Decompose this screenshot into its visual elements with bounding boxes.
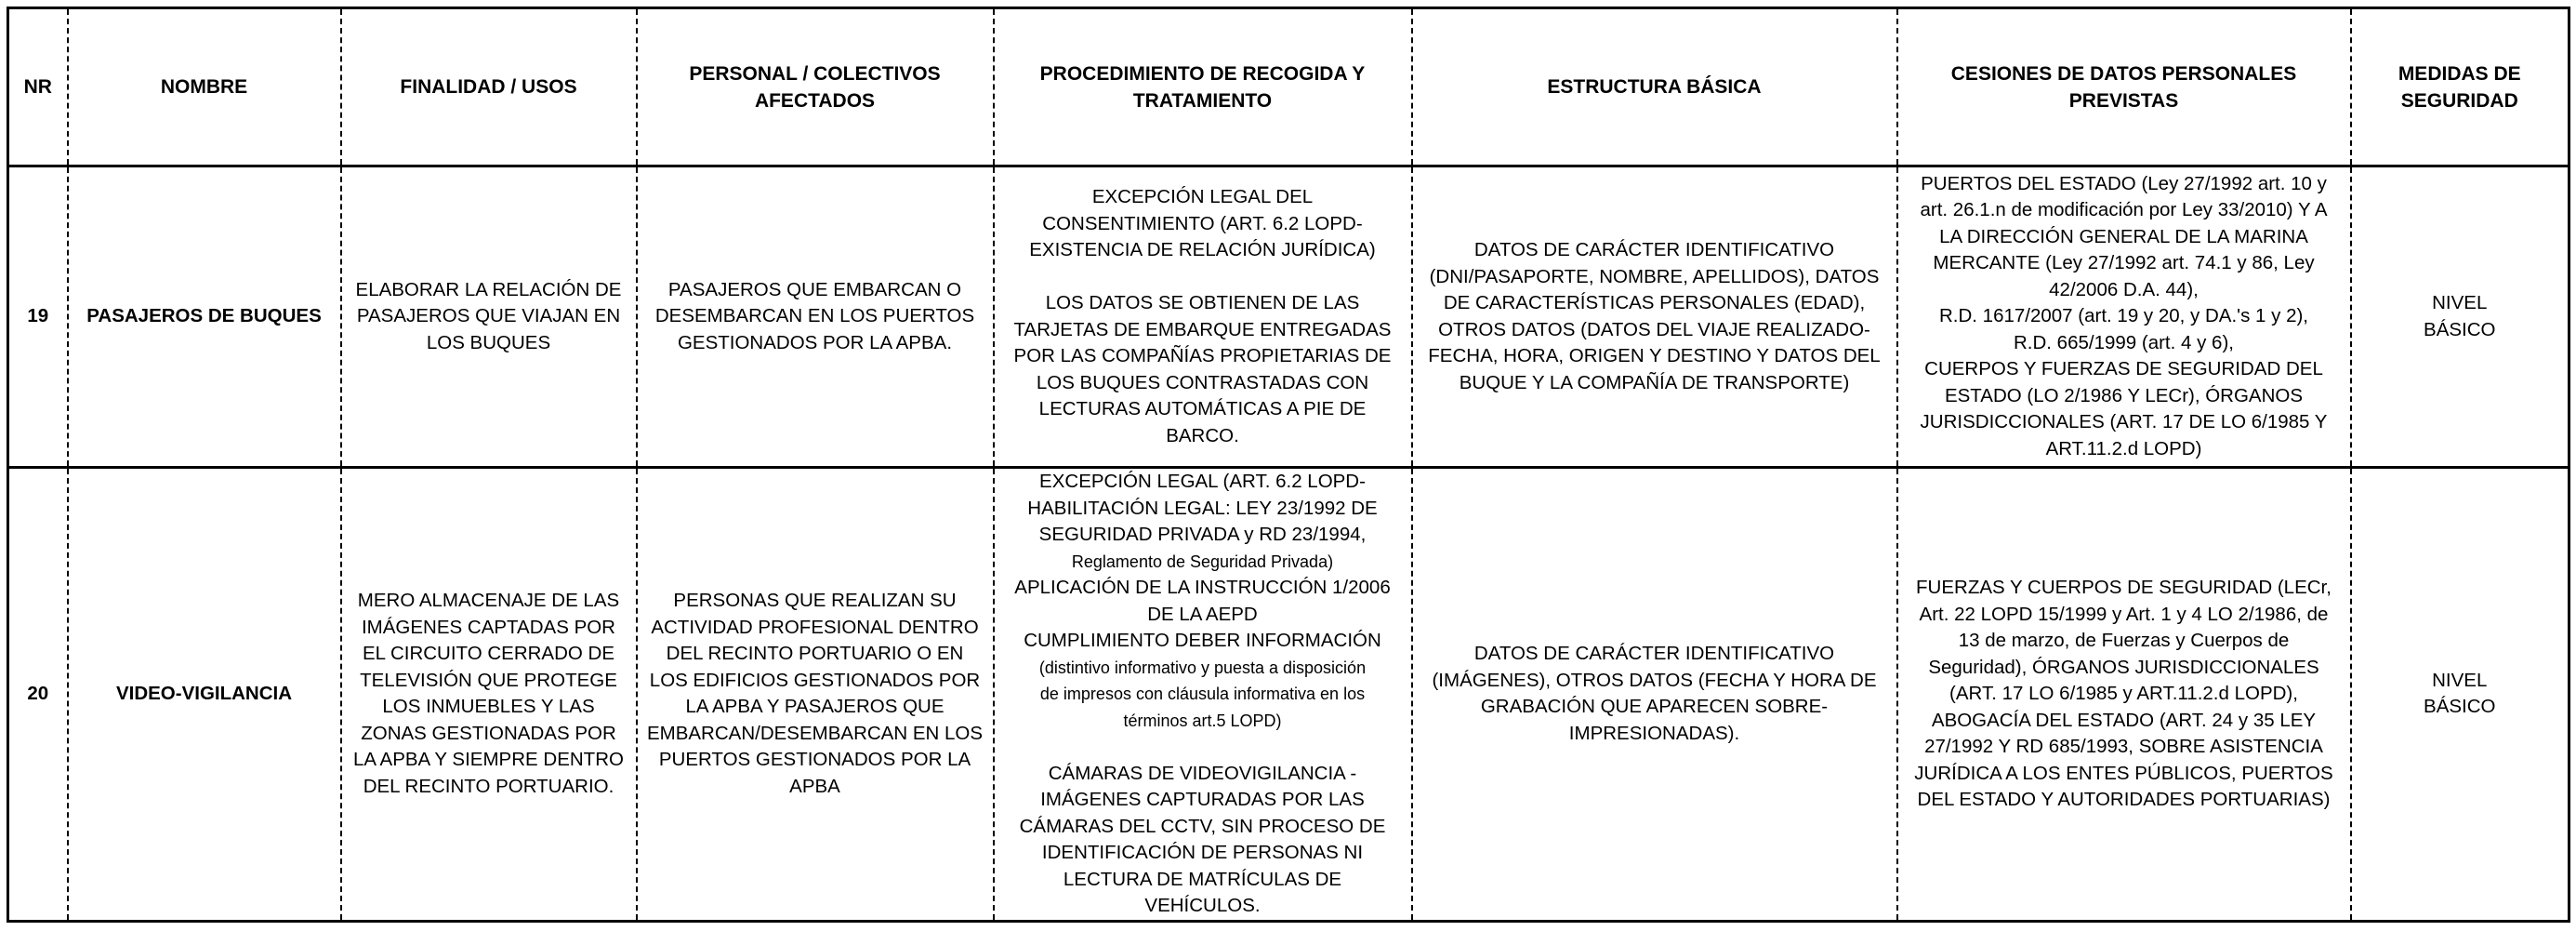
- cell-procedimiento: [994, 468, 1412, 922]
- cell-medidas: NIVEL BÁSICO: [2351, 166, 2569, 468]
- procedimiento-part-c: APLICACIÓN DE LA INSTRUCCIÓN 1/2006 DE LA AEPD CUMPLIMIENTO DEBER INFORMACIÓN: [1014, 577, 1391, 651]
- procedimiento-part-b: Reglamento de Seguridad Privada): [1071, 552, 1334, 571]
- header-nr: NR: [8, 8, 68, 166]
- cell-nombre: PASAJEROS DE BUQUES: [68, 166, 341, 468]
- cell-procedimiento: EXCEPCIÓN LEGAL DEL CONSENTIMIENTO (ART. 6.2 LOPD- EXISTENCIA DE RELACIÓN JURÍDICA) LOS DATOS SE OBTIENEN DE LAS TARJETAS DE EMBARQUE ENTREGADAS POR LAS COMPAÑÍAS PROPIETARIAS DE LOS BUQUES CONTRASTADAS CON LECTURAS AUTOMÁTICAS A PIE DE BARCO.: [994, 166, 1412, 468]
- header-personal: PERSONAL / COLECTIVOS AFECTADOS: [637, 8, 994, 166]
- cell-estructura: DATOS DE CARÁCTER IDENTIFICATIVO (IMÁGENES), OTROS DATOS (FECHA Y HORA DE GRABACIÓN QUE APARECEN SOBRE- IMPRESIONADAS).: [1412, 468, 1897, 922]
- cell-nombre: VIDEO-VIGILANCIA: [68, 468, 341, 922]
- cell-personal: PASAJEROS QUE EMBARCAN O DESEMBARCAN EN LOS PUERTOS GESTIONADOS POR LA APBA.: [637, 166, 994, 468]
- cell-cesiones: PUERTOS DEL ESTADO (Ley 27/1992 art. 10 y art. 26.1.n de modificación por Ley 33/2010) Y A LA DIRECCIÓN GENERAL DE LA MARINA MERCANTE (Ley 27/1992 art. 74.1 y 86, Ley 42/2006 D.A. 44), R.D. 1617/2007 (art. 19 y 20, y DA.'s 1 y 2), R.D. 665/1999 (art. 4 y 6), CUERPOS Y FUERZAS DE SEGURIDAD DEL ESTADO (LO 2/1986 Y LECr), ÓRGANOS JURISDICCIONALES (ART. 17 DE LO 6/1985 Y ART.11.2.d LOPD): [1897, 166, 2351, 468]
- data-files-table: [7, 7, 2570, 923]
- cell-personal: PERSONAS QUE REALIZAN SU ACTIVIDAD PROFESIONAL DENTRO DEL RECINTO PORTUARIO O EN LOS EDIFICIOS GESTIONADOS POR LA APBA Y PASAJEROS QUE EMBARCAN/DESEMBARCAN EN LOS PUERTOS GESTIONADOS POR LA APBA: [637, 468, 994, 922]
- cell-cesiones: FUERZAS Y CUERPOS DE SEGURIDAD (LECr, Art. 22 LOPD 15/1999 y Art. 1 y 4 LO 2/1986, de 13 de marzo, de Fuerzas y Cuerpos de Seguridad), ÓRGANOS JURISDICCIONALES (ART. 17 LO 6/1985 y ART.11.2.d LOPD), ABOGACÍA DEL ESTADO (ART. 24 y 35 LEY 27/1992 Y RD 685/1993, SOBRE ASISTENCIA JURÍDICA A LOS ENTES PÚBLICOS, PUERTOS DEL ESTADO Y AUTORIDADES PORTUARIAS): [1897, 468, 2351, 922]
- cell-finalidad: MERO ALMACENAJE DE LAS IMÁGENES CAPTADAS POR EL CIRCUITO CERRADO DE TELEVISIÓN QUE PROTEGE LOS INMUEBLES Y LAS ZONAS GESTIONADAS POR LA APBA Y SIEMPRE DENTRO DEL RECINTO PORTUARIO.: [341, 468, 637, 922]
- procedimiento-part-d: (distintivo informativo y puesta a disposición de impresos con cláusula informativa en los términos art.5 LOPD): [1038, 658, 1367, 730]
- cell-finalidad: ELABORAR LA RELACIÓN DE PASAJEROS QUE VIAJAN EN LOS BUQUES: [341, 166, 637, 468]
- header-row: [8, 8, 2569, 166]
- header-cesiones: CESIONES DE DATOS PERSONALES PREVISTAS: [1897, 8, 2351, 166]
- cell-nr: 19: [8, 166, 68, 468]
- table-row: [8, 468, 2569, 922]
- cell-medidas: NIVEL BÁSICO: [2351, 468, 2569, 922]
- header-finalidad: FINALIDAD / USOS: [341, 8, 637, 166]
- table-row: [8, 166, 2569, 468]
- header-procedimiento: PROCEDIMIENTO DE RECOGIDA Y TRATAMIENTO: [994, 8, 1412, 166]
- header-estructura: ESTRUCTURA BÁSICA: [1412, 8, 1897, 166]
- header-medidas: MEDIDAS DE SEGURIDAD: [2351, 8, 2569, 166]
- data-files-table-page: [7, 7, 2568, 922]
- procedimiento-part-a: EXCEPCIÓN LEGAL (ART. 6.2 LOPD- HABILITACIÓN LEGAL: LEY 23/1992 DE SEGURIDAD PRIVADA y RD 23/1994,: [1027, 471, 1378, 545]
- cell-nr: 20: [8, 468, 68, 922]
- header-nombre: NOMBRE: [68, 8, 341, 166]
- cell-estructura: DATOS DE CARÁCTER IDENTIFICATIVO (DNI/PASAPORTE, NOMBRE, APELLIDOS), DATOS DE CARACTERÍSTICAS PERSONALES (EDAD), OTROS DATOS (DATOS DEL VIAJE REALIZADO- FECHA, HORA, ORIGEN Y DESTINO Y DATOS DEL BUQUE Y LA COMPAÑÍA DE TRANSPORTE): [1412, 166, 1897, 468]
- procedimiento-part-e: CÁMARAS DE VIDEOVIGILANCIA - IMÁGENES CAPTURADAS POR LAS CÁMARAS DEL CCTV, SIN PROCESO DE IDENTIFICACIÓN DE PERSONAS NI LECTURA DE MATRÍCULAS DE VEHÍCULOS.: [1019, 762, 1386, 916]
